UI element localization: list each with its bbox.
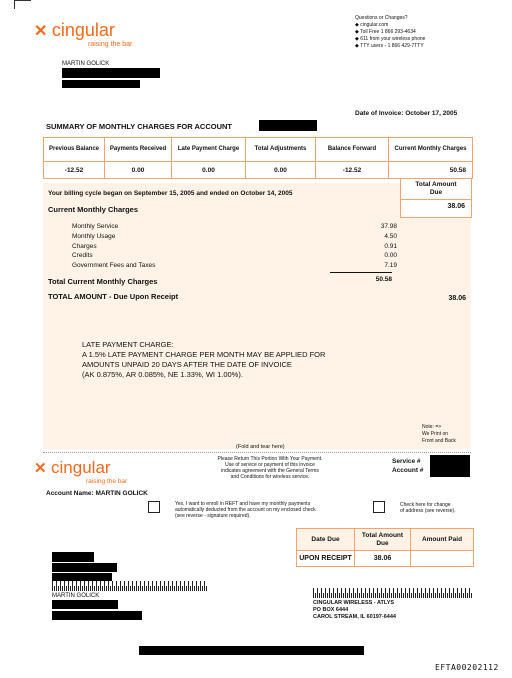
barcode-bar xyxy=(323,593,324,598)
note-line: Front and Back xyxy=(422,438,456,444)
barcode-bar xyxy=(413,588,414,598)
barcode-bar xyxy=(363,593,364,598)
address-change-line: Check here for change xyxy=(400,502,451,508)
barcode-bar xyxy=(76,581,77,591)
charge-items xyxy=(72,222,397,271)
fold-instruction: (Fold and tear here) xyxy=(236,444,285,450)
barcode-bar xyxy=(86,586,87,591)
barcode-bar xyxy=(341,588,342,598)
barcode-bar xyxy=(453,588,454,598)
postal-barcode xyxy=(52,581,207,591)
logo-tagline: raising the bar xyxy=(86,478,128,485)
barcode-bar xyxy=(373,588,374,598)
barcode-bar xyxy=(461,588,462,598)
barcode-bar xyxy=(321,588,322,598)
barcode-bar xyxy=(190,586,191,591)
barcode-bar xyxy=(140,581,141,591)
barcode-bar xyxy=(371,593,372,598)
barcode-bar xyxy=(317,588,318,598)
due-header: Total Amount Due xyxy=(355,529,411,551)
barcode-bar xyxy=(170,586,171,591)
return-instructions xyxy=(195,456,345,480)
document-id: EFTA00202112 xyxy=(435,663,499,672)
redaction xyxy=(52,563,117,572)
fold-right-icon: ) xyxy=(282,444,285,450)
barcode-bar xyxy=(54,586,55,591)
barcode-bar xyxy=(154,586,155,591)
barcode-bar xyxy=(106,586,107,591)
barcode-bar xyxy=(64,581,65,591)
barcode-bar xyxy=(132,581,133,591)
redaction xyxy=(62,68,160,78)
barcode-bar xyxy=(329,588,330,598)
total-due-label: Total Amount Due xyxy=(415,181,457,196)
barcode-bar xyxy=(204,581,205,591)
barcode-bar xyxy=(433,588,434,598)
summary-table xyxy=(43,137,473,179)
due-value: UPON RECEIPT xyxy=(297,551,355,566)
barcode-bar xyxy=(192,581,193,591)
barcode-bar xyxy=(82,586,83,591)
barcode-bar xyxy=(353,588,354,598)
address-change-line: of address (see reverse). xyxy=(400,508,456,514)
reft-checkbox[interactable] xyxy=(148,501,160,513)
note-line: We Print on xyxy=(422,431,449,437)
total-due-box xyxy=(400,178,472,218)
barcode-bar xyxy=(98,586,99,591)
barcode-bar xyxy=(66,586,67,591)
barcode-bar xyxy=(124,581,125,591)
barcode-bar xyxy=(90,586,91,591)
barcode-bar xyxy=(331,593,332,598)
summary-header: Late Payment Charge xyxy=(172,138,246,162)
barcode-bar xyxy=(80,581,81,591)
barcode-bar xyxy=(393,588,394,598)
summary-title: SUMMARY OF MONTHLY CHARGES FOR ACCOUNT xyxy=(46,122,232,131)
note-line: Note: => xyxy=(422,424,442,430)
barcode-bar xyxy=(118,586,119,591)
barcode-bar xyxy=(357,588,358,598)
barcode-bar xyxy=(403,593,404,598)
barcode-bar xyxy=(385,588,386,598)
remit-barcode xyxy=(313,588,472,598)
barcode-bar xyxy=(361,588,362,598)
barcode-bar xyxy=(142,586,143,591)
barcode-bar xyxy=(355,593,356,598)
contact-line: ◆ cingular.com xyxy=(355,22,389,28)
amount-paid-field[interactable] xyxy=(411,551,473,566)
summary-header: Total Adjustments xyxy=(246,138,316,162)
total-current-value: 50.58 xyxy=(375,276,392,283)
late-notice-line: LATE PAYMENT CHARGE: xyxy=(82,340,174,349)
reft-line: (see reverse - signature required). xyxy=(175,513,251,519)
print-note xyxy=(422,424,456,445)
cingular-x-icon: ✕ xyxy=(34,460,47,477)
tear-line xyxy=(43,452,471,453)
barcode-bar xyxy=(194,586,195,591)
barcode-bar xyxy=(419,593,420,598)
barcode-bar xyxy=(465,588,466,598)
barcode-bar xyxy=(345,588,346,598)
barcode-bar xyxy=(349,588,350,598)
barcode-bar xyxy=(391,593,392,598)
remit-address xyxy=(313,600,396,621)
barcode-bar xyxy=(333,588,334,598)
barcode-bar xyxy=(421,588,422,598)
return-line: indicates agreement with the General Terms xyxy=(221,468,319,474)
barcode-bar xyxy=(94,586,95,591)
charge-item: Credits 0.00 xyxy=(72,252,397,260)
summary-value: 0.00 xyxy=(105,162,172,178)
barcode-bar xyxy=(134,586,135,591)
barcode-bar xyxy=(379,593,380,598)
late-payment-notice xyxy=(82,340,325,380)
barcode-bar xyxy=(387,593,388,598)
barcode-bar xyxy=(411,593,412,598)
due-header: Date Due xyxy=(297,529,355,551)
barcode-bar xyxy=(325,588,326,598)
barcode-bar xyxy=(347,593,348,598)
barcode-bar xyxy=(351,593,352,598)
barcode-bar xyxy=(343,593,344,598)
barcode-bar xyxy=(463,593,464,598)
subtotal-rule xyxy=(330,272,392,273)
barcode-bar xyxy=(389,588,390,598)
due-header: Amount Paid xyxy=(411,529,473,551)
payment-due-table xyxy=(296,528,474,567)
barcode-bar xyxy=(439,593,440,598)
fold-left-icon: ( xyxy=(236,444,238,450)
total-amount-label: TOTAL AMOUNT - Due Upon Receipt xyxy=(48,292,179,301)
barcode-bar xyxy=(423,593,424,598)
redaction xyxy=(139,646,364,655)
barcode-bar xyxy=(455,593,456,598)
total-amount-value: 38.06 xyxy=(448,295,466,302)
barcode-bar xyxy=(449,588,450,598)
barcode-bar xyxy=(96,581,97,591)
barcode-bar xyxy=(467,593,468,598)
barcode-bar xyxy=(335,593,336,598)
barcode-bar xyxy=(72,581,73,591)
address-change-text xyxy=(400,502,456,514)
customer-name: MARTIN GOLICK xyxy=(62,61,110,67)
total-due-value: 38.06 xyxy=(401,199,471,210)
barcode-bar xyxy=(156,581,157,591)
redaction xyxy=(259,120,317,131)
charge-item: Monthly Service 37.98 xyxy=(72,223,397,230)
remit-line: CAROL STREAM, IL 60197-6444 xyxy=(313,614,396,620)
current-charges-heading: Current Monthly Charges xyxy=(48,205,139,214)
corner-mark xyxy=(14,0,31,9)
account-name: Account Name: MARTIN GOLICK xyxy=(46,490,148,497)
logo-wordmark: cingular xyxy=(51,458,111,477)
barcode-bar xyxy=(447,593,448,598)
barcode-bar xyxy=(176,581,177,591)
barcode-bar xyxy=(70,586,71,591)
summary-header: Balance Forward xyxy=(316,138,389,162)
reft-line: Yes, I want to enroll in REFT and have my monthly payments xyxy=(175,501,311,507)
barcode-bar xyxy=(469,588,470,598)
barcode-bar xyxy=(375,593,376,598)
barcode-bar xyxy=(88,581,89,591)
barcode-bar xyxy=(78,586,79,591)
barcode-bar xyxy=(196,581,197,591)
barcode-bar xyxy=(144,581,145,591)
barcode-bar xyxy=(158,586,159,591)
total-current-label: Total Current Monthly Charges xyxy=(48,277,158,286)
barcode-bar xyxy=(56,581,57,591)
charge-item: Monthly Usage 4.50 xyxy=(72,232,397,240)
barcode-bar xyxy=(381,588,382,598)
barcode-bar xyxy=(443,593,444,598)
barcode-bar xyxy=(339,593,340,598)
barcode-bar xyxy=(136,581,137,591)
barcode-bar xyxy=(200,581,201,591)
barcode-bar xyxy=(399,593,400,598)
stub-cingular-logo xyxy=(34,458,111,478)
barcode-bar xyxy=(415,593,416,598)
return-line: and Conditions for wireless service. xyxy=(230,474,310,480)
redaction xyxy=(62,80,140,88)
service-number-label: Service # xyxy=(392,458,421,465)
barcode-bar xyxy=(459,593,460,598)
barcode-bar xyxy=(397,588,398,598)
barcode-bar xyxy=(130,586,131,591)
barcode-bar xyxy=(74,586,75,591)
barcode-bar xyxy=(112,581,113,591)
barcode-bar xyxy=(114,586,115,591)
summary-header: Current Monthly Charges xyxy=(389,138,472,162)
contact-line: ◆ Toll Free 1 866 293-4634 xyxy=(355,29,416,35)
barcode-bar xyxy=(437,588,438,598)
barcode-bar xyxy=(409,588,410,598)
barcode-bar xyxy=(58,586,59,591)
barcode-bar xyxy=(120,581,121,591)
barcode-bar xyxy=(425,588,426,598)
barcode-bar xyxy=(166,586,167,591)
invoice-date: Date of Invoice: October 17, 2005 xyxy=(355,110,458,117)
barcode-bar xyxy=(202,586,203,591)
barcode-bar xyxy=(52,581,53,591)
summary-value: 0.00 xyxy=(172,162,246,178)
barcode-bar xyxy=(110,586,111,591)
barcode-bar xyxy=(431,593,432,598)
barcode-bar xyxy=(146,586,147,591)
barcode-bar xyxy=(104,581,105,591)
barcode-bar xyxy=(417,588,418,598)
remit-line: CINGULAR WIRELESS - ATLYS xyxy=(313,600,395,606)
reft-text xyxy=(175,501,316,519)
contact-line: ◆ TTY users - 1 866 429-7TTY xyxy=(355,43,424,49)
barcode-bar xyxy=(148,581,149,591)
barcode-bar xyxy=(84,581,85,591)
barcode-bar xyxy=(122,586,123,591)
redaction xyxy=(52,611,142,620)
return-line: Please Return This Portion With Your Payment. xyxy=(217,456,323,462)
barcode-bar xyxy=(315,593,316,598)
barcode-bar xyxy=(365,588,366,598)
logo-tagline: raising the bar xyxy=(88,41,133,48)
barcode-bar xyxy=(100,581,101,591)
contact-block xyxy=(355,15,495,50)
summary-value: 0.00 xyxy=(246,162,316,178)
barcode-bar xyxy=(367,593,368,598)
barcode-bar xyxy=(184,581,185,591)
barcode-bar xyxy=(160,581,161,591)
barcode-bar xyxy=(186,586,187,591)
barcode-bar xyxy=(180,581,181,591)
late-notice-line: A 1.5% LATE PAYMENT CHARGE PER MONTH MAY BE APPLIED FOR xyxy=(82,350,326,359)
barcode-bar xyxy=(206,586,207,591)
barcode-bar xyxy=(407,593,408,598)
barcode-bar xyxy=(168,581,169,591)
billing-cycle: Your billing cycle began on September 15, 2005 and ended on October 14, 2005 xyxy=(48,190,293,197)
barcode-bar xyxy=(162,586,163,591)
barcode-bar xyxy=(377,588,378,598)
barcode-bar xyxy=(359,593,360,598)
contact-heading: Questions or Changes? xyxy=(355,15,408,21)
return-line: Use of service or payment of this invoice xyxy=(225,462,315,468)
barcode-bar xyxy=(457,588,458,598)
barcode-bar xyxy=(68,581,69,591)
barcode-bar xyxy=(116,581,117,591)
summary-header: Previous Balance xyxy=(44,138,105,162)
mail-name: MARTIN GOLICK xyxy=(52,593,100,599)
cingular-x-icon: ✕ xyxy=(34,23,48,40)
barcode-bar xyxy=(427,593,428,598)
redaction xyxy=(430,455,470,477)
barcode-bar xyxy=(405,588,406,598)
charge-item: Charges 0.91 xyxy=(72,242,397,250)
barcode-bar xyxy=(327,593,328,598)
barcode-bar xyxy=(337,588,338,598)
barcode-bar xyxy=(182,586,183,591)
barcode-bar xyxy=(435,593,436,598)
reft-line: automatically deducted from the account on my enclosed check xyxy=(175,507,316,513)
redaction xyxy=(52,573,112,581)
barcode-bar xyxy=(178,586,179,591)
barcode-bar xyxy=(126,586,127,591)
barcode-bar xyxy=(152,581,153,591)
barcode-bar xyxy=(319,593,320,598)
barcode-bar xyxy=(369,588,370,598)
barcode-bar xyxy=(441,588,442,598)
due-value: 38.06 xyxy=(355,551,411,566)
redaction xyxy=(52,552,94,562)
late-notice-line: AMOUNTS UNPAID 20 DAYS AFTER THE DATE OF INVOICE xyxy=(82,360,292,369)
barcode-bar xyxy=(429,588,430,598)
barcode-bar xyxy=(138,586,139,591)
barcode-bar xyxy=(313,588,314,598)
barcode-bar xyxy=(198,586,199,591)
summary-value: 50.58 xyxy=(449,166,466,174)
redaction xyxy=(52,600,118,609)
summary-value: -12.52 xyxy=(44,162,105,178)
barcode-bar xyxy=(445,588,446,598)
barcode-bar xyxy=(102,586,103,591)
barcode-bar xyxy=(401,588,402,598)
summary-value: -12.52 xyxy=(316,162,389,178)
contact-line: ◆ 611 from your wireless phone xyxy=(355,36,426,42)
barcode-bar xyxy=(150,586,151,591)
barcode-bar xyxy=(383,593,384,598)
barcode-bar xyxy=(471,593,472,598)
barcode-bar xyxy=(108,581,109,591)
account-number-label: Account # xyxy=(392,467,424,474)
summary-header: Payments Received xyxy=(105,138,172,162)
late-notice-line: (AK 0.875%, AR 0.085%, NE 1.33%, WI 1.00%). xyxy=(82,370,243,379)
barcode-bar xyxy=(188,581,189,591)
barcode-bar xyxy=(395,593,396,598)
barcode-bar xyxy=(60,581,61,591)
barcode-bar xyxy=(128,581,129,591)
barcode-bar xyxy=(164,581,165,591)
charge-item: Government Fees and Taxes 7.19 xyxy=(72,262,397,270)
remit-line: PO BOX 6444 xyxy=(313,607,349,613)
logo-wordmark: cingular xyxy=(51,20,115,40)
barcode-bar xyxy=(172,581,173,591)
cingular-logo xyxy=(34,20,115,41)
address-change-checkbox[interactable] xyxy=(373,501,385,513)
barcode-bar xyxy=(174,586,175,591)
barcode-bar xyxy=(451,593,452,598)
barcode-bar xyxy=(62,586,63,591)
barcode-bar xyxy=(92,581,93,591)
